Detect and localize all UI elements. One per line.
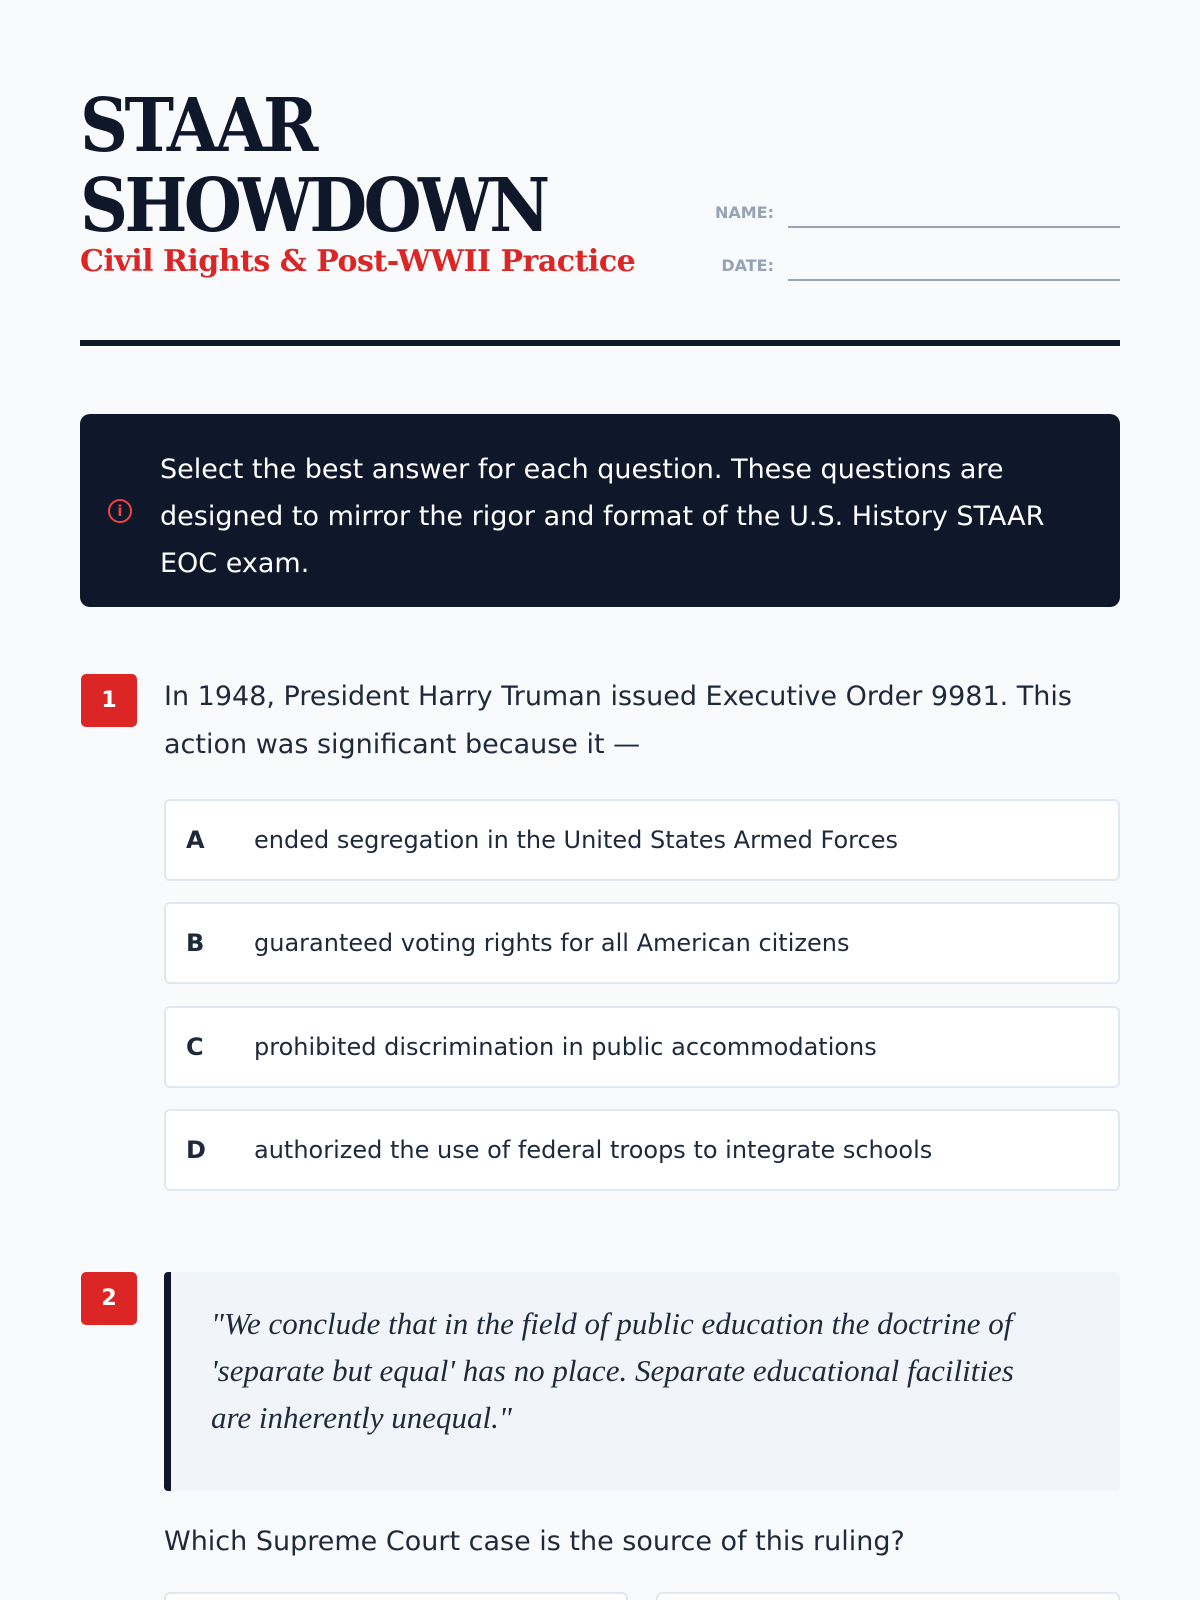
question-number-badge: 2 (81, 1272, 137, 1325)
date-label: DATE: (721, 256, 774, 275)
page-subtitle: Civil Rights & Post-WWII Practice (80, 244, 636, 279)
option-text: authorized the use of federal troops to integrate schools (254, 1136, 933, 1164)
answer-option-d[interactable] (164, 1109, 1120, 1191)
page-title: STAAR SHOWDOWN (80, 83, 547, 249)
option-key: C (186, 1033, 204, 1061)
option-text: ended segregation in the United States Armed Forces (254, 826, 898, 854)
date-input-line[interactable] (788, 249, 1120, 281)
answer-option-c[interactable] (164, 1006, 1120, 1088)
answer-option-b[interactable] (656, 1592, 1120, 1600)
question-text: Which Supreme Court case is the source of this ruling? (164, 1526, 905, 1557)
instructions-text: Select the best answer for each question. These questions are designed to mirror the rigor and format of the U.S. History STAAR EOC exam. (160, 454, 1045, 579)
option-key: D (186, 1136, 206, 1164)
option-text: guaranteed voting rights for all American citizens (254, 929, 850, 957)
option-text: prohibited discrimination in public accommodations (254, 1033, 877, 1061)
instructions-banner (80, 414, 1120, 607)
answer-option-a[interactable] (164, 1592, 628, 1600)
date-field[interactable] (700, 249, 1120, 281)
option-key: B (186, 929, 205, 957)
name-field[interactable] (700, 196, 1120, 228)
header-divider (80, 340, 1120, 346)
answer-option-a[interactable] (164, 799, 1120, 881)
question-text: In 1948, President Harry Truman issued Executive Order 9981. This action was significant because it — (164, 681, 1072, 760)
option-key: A (186, 826, 205, 854)
source-quote: "We conclude that in the field of public education the doctrine of 'separate but equal' has no place. Separate educational facilities are inherently unequal." (164, 1272, 1120, 1491)
name-input-line[interactable] (788, 196, 1120, 228)
answer-option-b[interactable] (164, 902, 1120, 984)
question-number-badge: 1 (81, 674, 137, 727)
name-label: NAME: (714, 203, 774, 222)
info-circle-icon: i (108, 499, 132, 523)
